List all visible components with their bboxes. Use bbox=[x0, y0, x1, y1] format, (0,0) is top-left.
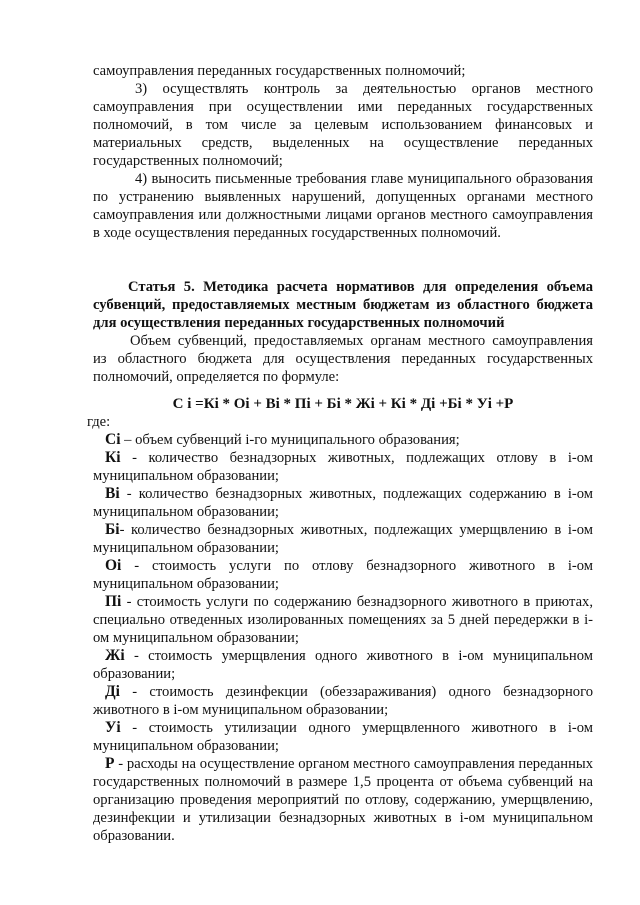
definition-symbol: Уi bbox=[105, 719, 121, 736]
definition-item bbox=[93, 593, 593, 647]
definition-text: - количество безнадзорных животных, подлежащих умерщвлению в i-ом муниципальном образовании; bbox=[93, 522, 593, 556]
definition-item bbox=[93, 683, 593, 719]
definition-text: - стоимость дезинфекции (обеззараживания) одного безнадзорного животного в i-ом муниципальном образовании; bbox=[93, 684, 593, 718]
definition-text: - стоимость услуги по содержанию безнадзорного животного в приютах, специально отведенных изолированных помещениях за 5 дней передержки в i-ом муниципальном образовании; bbox=[93, 594, 593, 646]
document-body bbox=[87, 62, 593, 845]
formula: С i =Кi * Оi + Вi * Пi + Бi * Жi + Кi * Дi +Бi * Уi +Р bbox=[172, 396, 514, 412]
definitions-list bbox=[93, 431, 593, 845]
definition-symbol: Вi bbox=[105, 485, 120, 502]
paragraph-item-4: 4) выносить письменные требования главе муниципального образования по устранению выявленных нарушений, допущенных органами местного самоуправления или должностными лицами органов местного самоуправления в ходе осуществления переданных государственных полномочий. bbox=[93, 171, 593, 241]
paragraph-continuation: самоуправления переданных государственных полномочий; bbox=[93, 63, 466, 79]
definition-item bbox=[93, 557, 593, 593]
definition-item bbox=[93, 719, 593, 755]
definition-item bbox=[93, 449, 593, 485]
definition-symbol: Пi bbox=[105, 593, 122, 610]
definition-item bbox=[93, 431, 593, 449]
definition-text: - стоимость утилизации одного умерщвленного животного в i-ом муниципальном образовании; bbox=[93, 720, 593, 754]
definition-symbol: Кi bbox=[105, 449, 121, 466]
definition-symbol: Р bbox=[105, 755, 115, 772]
definition-item bbox=[93, 647, 593, 683]
definition-text: - количество безнадзорных животных, подлежащих отлову в i-ом муниципальном образовании; bbox=[93, 450, 593, 484]
definition-item bbox=[93, 521, 593, 557]
definition-text: – объем субвенций i-го муниципального образования; bbox=[120, 432, 460, 448]
definition-item bbox=[93, 485, 593, 521]
definition-symbol: Оi bbox=[105, 557, 122, 574]
article-intro: Объем субвенций, предоставляемых органам местного самоуправления из областного бюджета для осуществления переданных государственных полномочий, определяется по формуле: bbox=[93, 333, 593, 385]
definition-symbol: Бi bbox=[105, 521, 120, 538]
definition-symbol: Жi bbox=[105, 647, 125, 664]
definition-text: - количество безнадзорных животных, подлежащих содержанию в i-ом муниципальном образовании; bbox=[93, 486, 593, 520]
definition-symbol: Сi bbox=[105, 431, 121, 448]
article-heading: Статья 5. Методика расчета нормативов для определения объема субвенций, предоставляемых местным бюджетам из областного бюджета для осуществления переданных государственных полномочий bbox=[93, 279, 593, 331]
definition-text: - стоимость услуги по отлову безнадзорного животного в i-ом муниципальном образовании; bbox=[93, 558, 593, 592]
paragraph-item-3: 3) осуществлять контроль за деятельностью органов местного самоуправления при осуществлении ими переданных государственных полномочий, в том числе за целевым использованием финансовых и материальных средств, выделенных на осуществление переданных государственных полномочий; bbox=[93, 81, 593, 169]
where-label: где: bbox=[87, 414, 111, 430]
definition-item bbox=[93, 755, 593, 845]
definition-symbol: Дi bbox=[105, 683, 120, 700]
definition-text: - расходы на осуществление органом местного самоуправления переданных государственных полномочий в размере 1,5 процента от объема субвенций на организацию проведения мероприятий по отлову, содержанию, умерщвлению, дезинфекции и утилизации безнадзорных животных в i-ом муниципальном образовании. bbox=[93, 756, 593, 844]
definition-text: - стоимость умерщвления одного животного в i-ом муниципальном образовании; bbox=[93, 648, 593, 682]
